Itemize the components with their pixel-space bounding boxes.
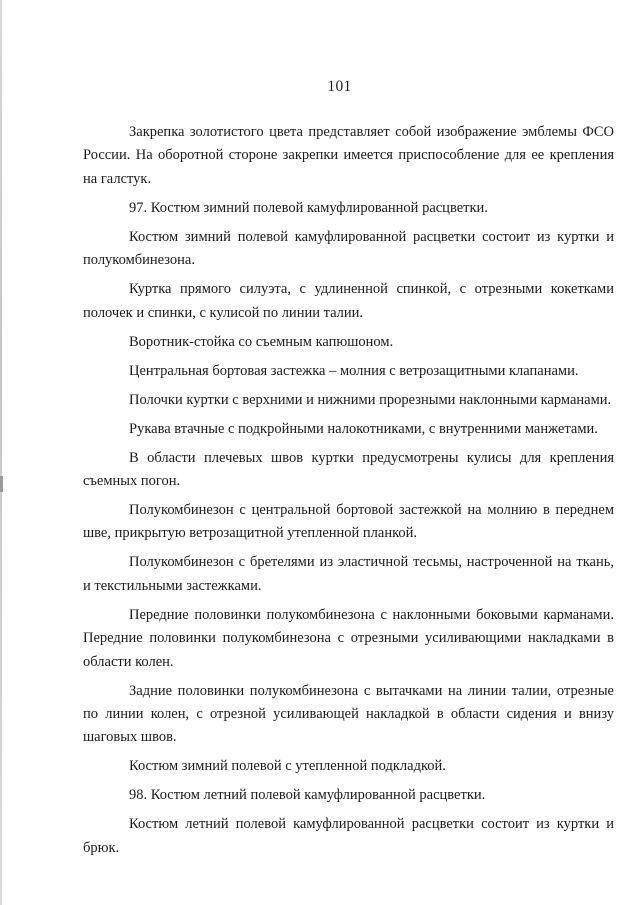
paragraph-front-fastener: Центральная бортовая застежка – молния с ветрозащитными клапанами. — [129, 362, 579, 379]
paragraph-collar: Воротник-стойка со съемным капюшоном. — [129, 333, 394, 350]
paragraph-overalls-front: Передние половинки полукомбинезона с наклонными боковыми карманами. Передние половинки полукомбинезона с отрезными усиливающими накладками в области колен. — [83, 606, 614, 670]
paragraph-section-97-heading: 97. Костюм зимний полевой камуфлированной расцветки. — [129, 199, 488, 216]
paragraph-winter-lining: Костюм зимний полевой с утепленной подкладкой. — [129, 758, 446, 775]
paragraph-jacket-pockets: Полочки куртки с верхними и нижними прорезными наклонными карманами. — [129, 391, 612, 408]
paragraph-overalls-fastener: Полукомбинезон с центральной бортовой застежкой на молнию в переднем шве, прикрытую ветрозащитной утепленной планкой. — [83, 502, 614, 542]
paragraph-overalls-back: Задние половинки полукомбинезона с вытачками на линии талии, отрезные по линии колен, с отрезной усиливающей накладкой в области сидения и внизу шаговых швов. — [83, 682, 614, 746]
body-text — [83, 121, 614, 860]
paragraph-jacket-silhouette: Куртка прямого силуэта, с удлиненной спинкой, с отрезными кокетками полочек и спинки, с кулисой по линии талии. — [83, 281, 614, 321]
page-number: 101 — [327, 78, 352, 95]
paragraph-winter-suit-composition: Костюм зимний полевой камуфлированной расцветки состоит из куртки и полукомбинезона. — [83, 228, 614, 269]
paragraph-summer-suit-composition: Костюм летний полевой камуфлированной расцветки состоит из куртки и брюк. — [83, 816, 614, 856]
scan-mark — [0, 476, 3, 492]
paragraph-section-98-heading: 98. Костюм летний полевой камуфлированной расцветки. — [129, 787, 486, 804]
paragraph-sleeves: Рукава втачные с подкройными налокотниками, с внутренними манжетами. — [129, 420, 598, 437]
paragraph-overalls-straps: Полукомбинезон с бретелями из эластичной тесьмы, настроченной на ткань, и текстильными застежками. — [83, 554, 614, 594]
scan-edge — [0, 0, 2, 905]
paragraph-shoulder-loops: В области плечевых швов куртки предусмотрены кулисы для крепления съемных погон. — [83, 449, 614, 490]
paragraph-clip-description: Закрепка золотистого цвета представляет собой изображение эмблемы ФСО России. На оборотной стороне закрепки имеется приспособление для ее крепления на галстук. — [83, 124, 614, 187]
